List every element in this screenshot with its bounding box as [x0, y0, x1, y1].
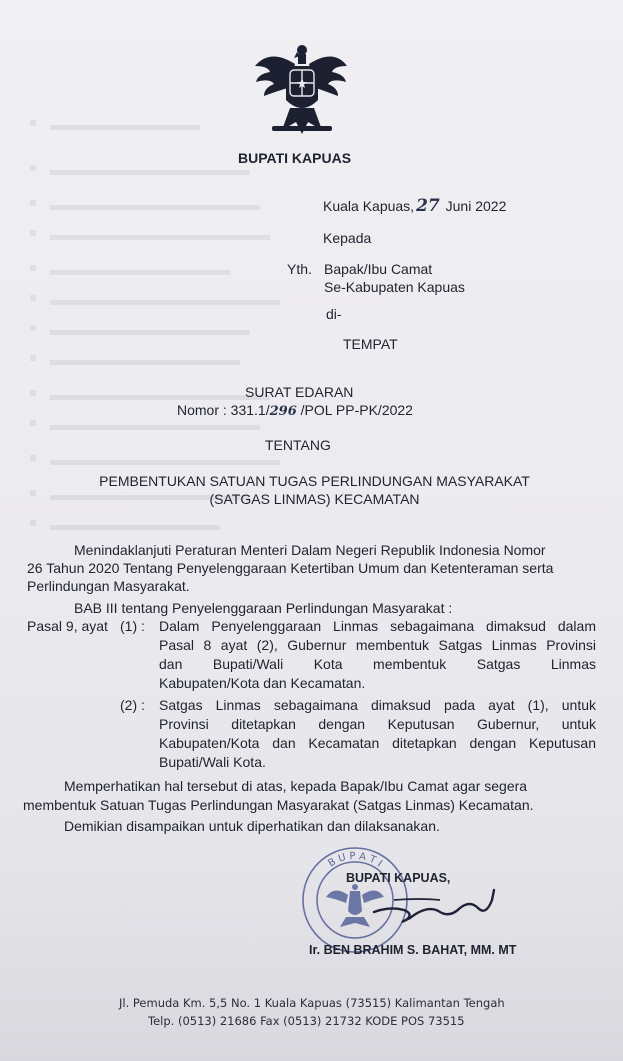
recipient-line2: Se-Kabupaten Kapuas — [324, 279, 465, 295]
footer-contact: Telp. (0513) 21686 Fax (0513) 21732 KODE POS 73515 — [148, 1014, 465, 1028]
bab-line: BAB III tentang Penyelenggaraan Perlindungan Masyarakat : — [74, 600, 453, 616]
letter-number-suffix: /POL PP-PK/2022 — [300, 402, 413, 418]
ayat2-number: (2) : — [120, 697, 145, 713]
letter-number-handwritten: 296 — [269, 404, 297, 419]
ayat1-line1: Dalam Penyelenggaraan Linmas sebagaimana dimaksud dalam — [159, 618, 596, 634]
recipient-kepada: Kepada — [323, 230, 372, 246]
ayat1-number: (1) : — [120, 618, 145, 634]
closing-line: Demikian disampaikan untuk diperhatikan dan dilaksanakan. — [64, 818, 440, 834]
para2-line2: membentuk Satuan Tugas Perlindungan Masyarakat (Satgas Linmas) Kecamatan. — [23, 797, 534, 813]
subject-line1 — [0, 473, 623, 489]
date-day-handwritten: 27 — [416, 196, 440, 216]
ayat2-line2: Provinsi ditetapkan dengan Keputusan Gubernur, untuk — [159, 716, 596, 732]
recipient-di: di- — [326, 306, 342, 322]
svg-text:B U P A T I — [326, 851, 383, 870]
date-place: Kuala Kapuas, — [323, 198, 415, 214]
date-month-year: Juni 2022 — [445, 198, 507, 214]
ayat2-line3: Kabupaten/Kota dan Kecamatan ditetapkan dengan Keputusan — [159, 735, 596, 751]
ayat1-line2: Pasal 8 ayat (2), Gubernur membentuk Satgas Linmas Provinsi — [159, 637, 596, 653]
ayat1-line3: dan Bupati/Wali Kota membentuk Satgas Linmas — [159, 656, 596, 672]
recipient-tempat: TEMPAT — [343, 336, 398, 352]
para2-line1: Memperhatikan hal tersebut di atas, kepada Bapak/Ibu Camat agar segera — [64, 778, 528, 794]
ayat2-line4: Bupati/Wali Kota. — [159, 754, 266, 770]
handwritten-signature-icon — [370, 882, 500, 942]
signatory-name: Ir. BEN BRAHIM S. BAHAT, MM. MT — [309, 943, 517, 957]
recipient-line1: Bapak/Ibu Camat — [324, 261, 433, 277]
letterhead-title: BUPATI KAPUAS — [238, 150, 352, 166]
letter-number-prefix: Nomor : 331.1/ — [177, 402, 270, 418]
footer-address: Jl. Pemuda Km. 5,5 No. 1 Kuala Kapuas (73515) Kalimantan Tengah — [119, 996, 505, 1010]
stamp-arc-text: B U P A T I — [326, 850, 384, 870]
subject-line2 — [0, 491, 623, 507]
subject-line1-text: PEMBENTUKAN SATUAN TUGAS PERLINDUNGAN MASYARAKAT — [99, 473, 530, 489]
para1-line3: Perlindungan Masyarakat. — [27, 578, 190, 594]
tentang-heading: TENTANG — [265, 437, 331, 453]
pasal-label: Pasal 9, ayat — [27, 618, 108, 634]
para1-line2: 26 Tahun 2020 Tentang Penyelenggaraan Ketertiban Umum dan Ketenteraman serta — [27, 560, 554, 576]
letter-type: SURAT EDARAN — [245, 384, 354, 400]
garuda-emblem-icon — [250, 38, 350, 138]
date-line — [323, 196, 506, 216]
ayat1-line4: Kabupaten/Kota dan Kecamatan. — [159, 675, 366, 691]
subject-line2-text: (SATGAS LINMAS) KECAMATAN — [209, 491, 420, 507]
letter-number — [177, 402, 413, 419]
signature-title: BUPATI KAPUAS, — [346, 871, 451, 885]
ayat2-line1: Satgas Linmas sebagaimana dimaksud pada ayat (1), untuk — [159, 697, 596, 713]
para1-line1: Menindaklanjuti Peraturan Menteri Dalam Negeri Republik Indonesia Nomor — [74, 542, 546, 558]
recipient-yth: Yth. — [287, 261, 312, 277]
